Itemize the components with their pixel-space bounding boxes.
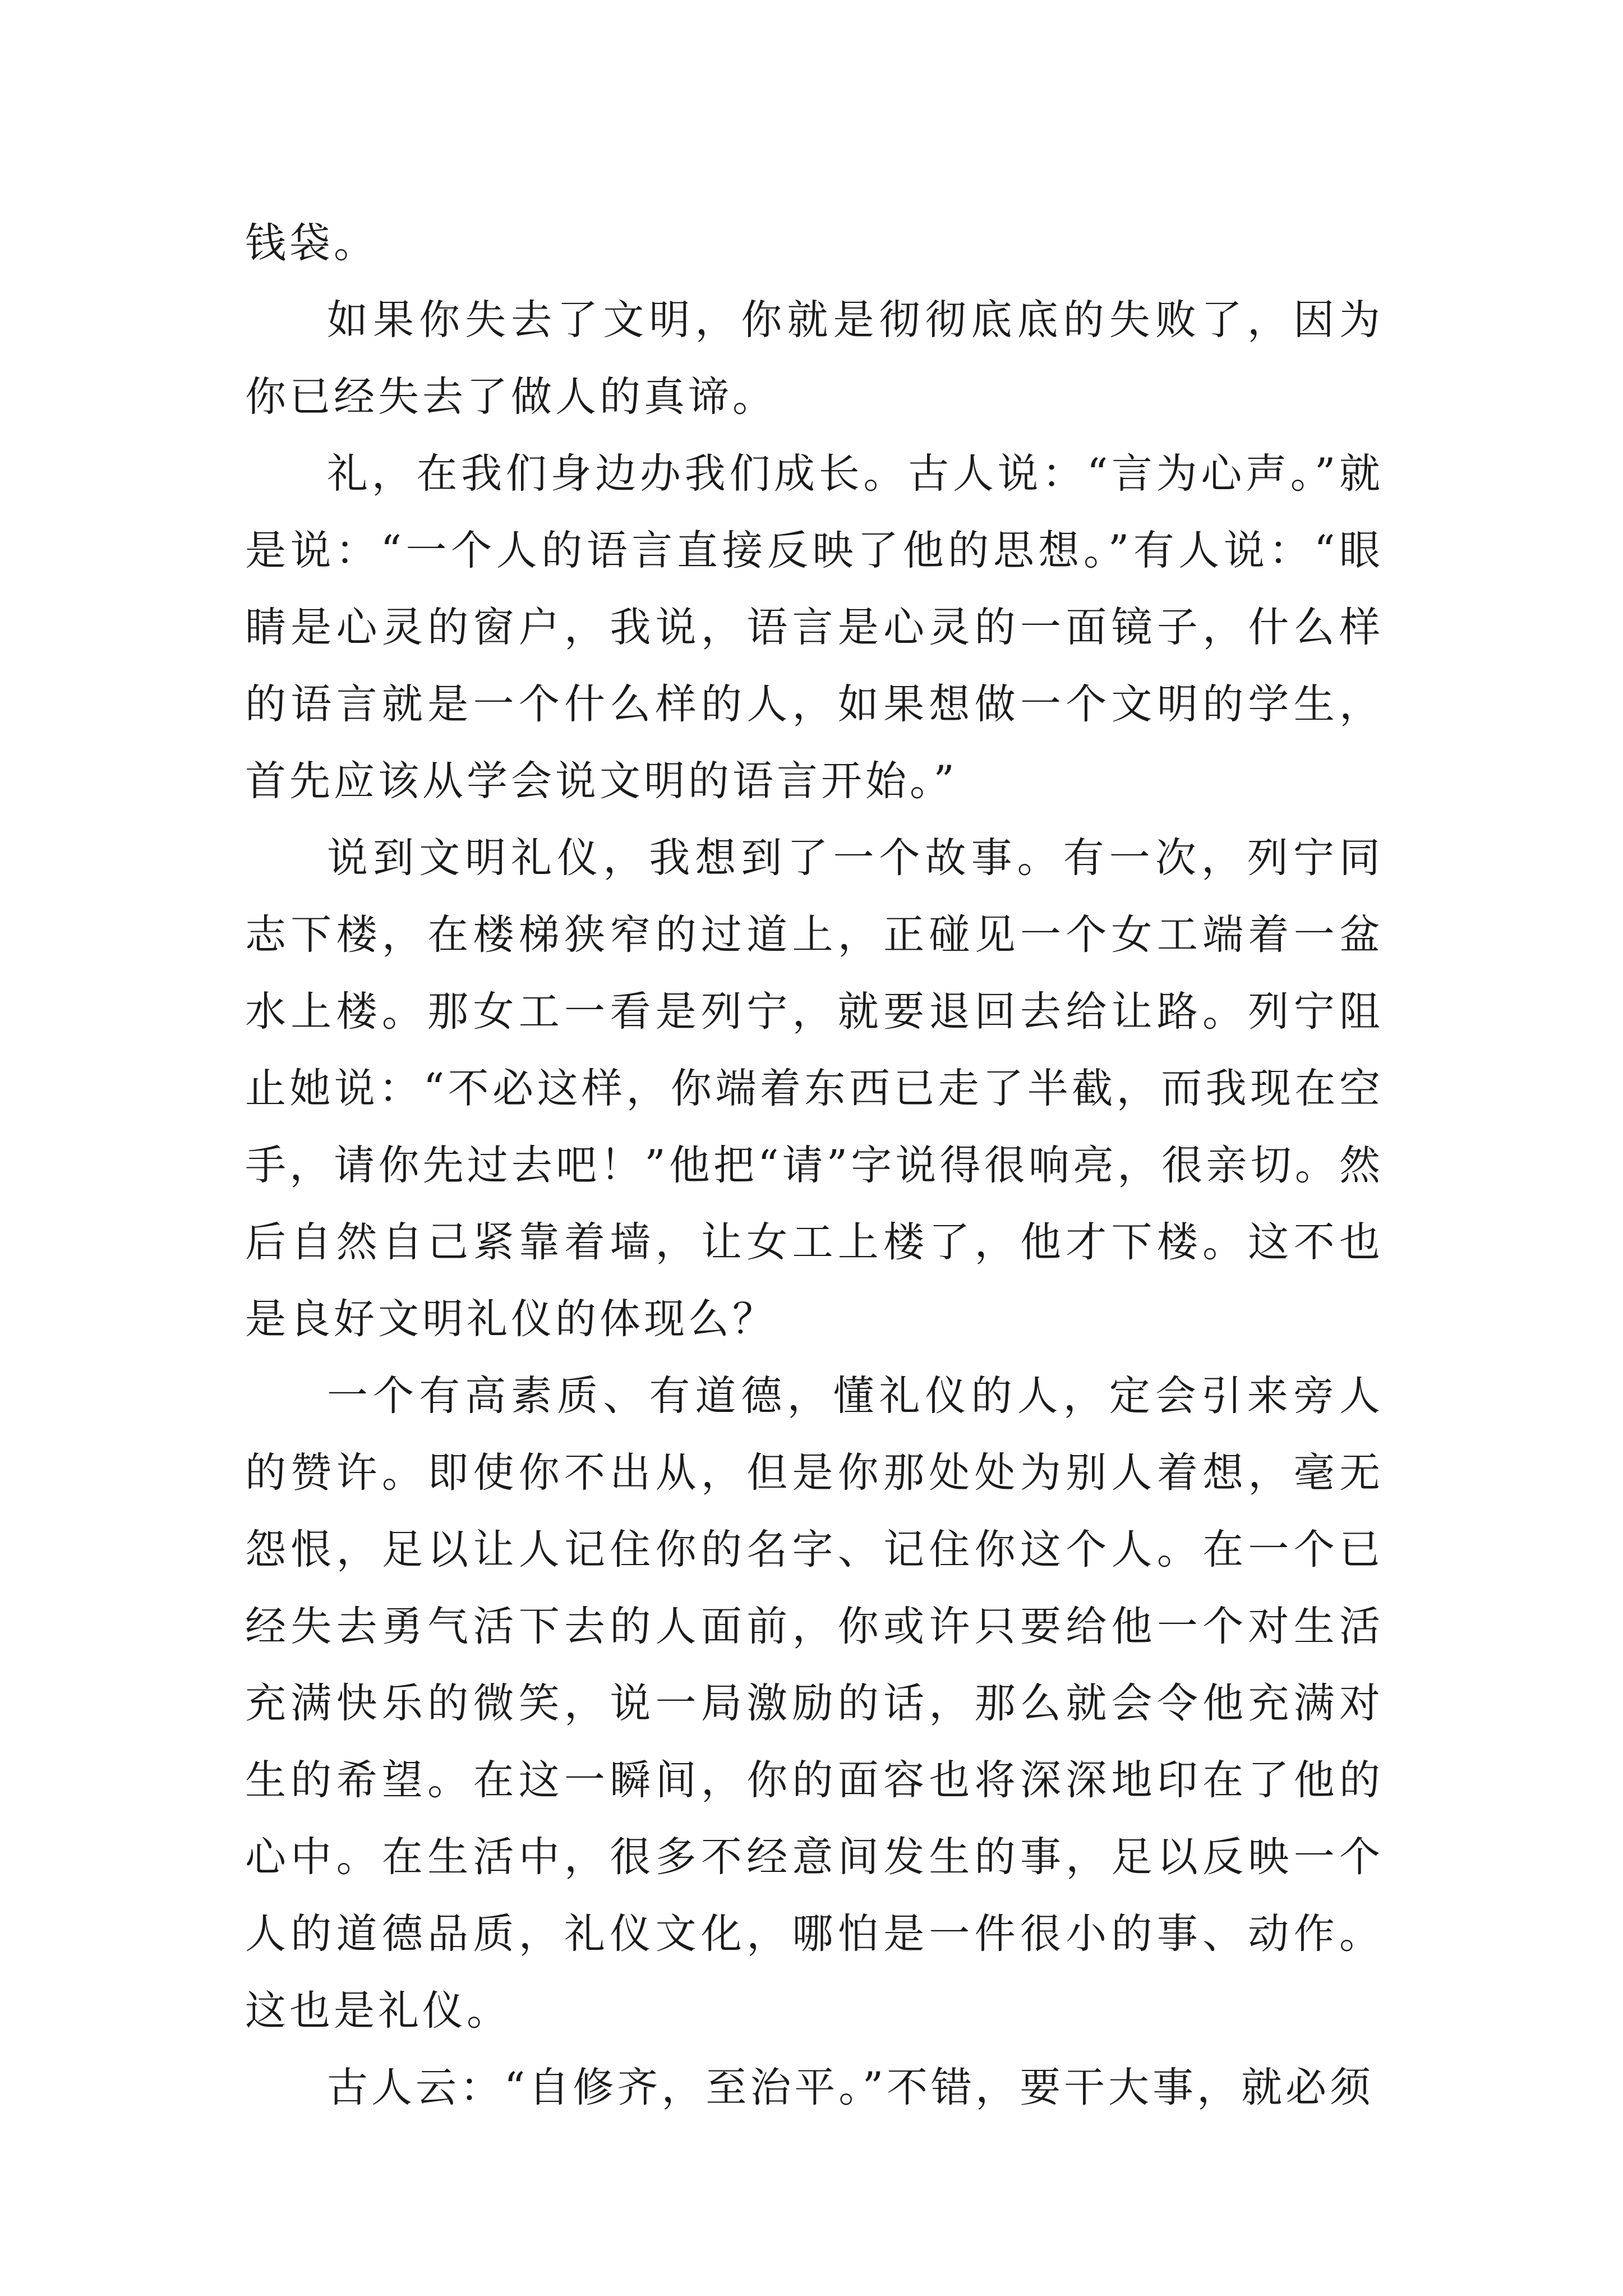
paragraph-5: 一个有高素质、有道德，懂礼仪的人，定会引来旁人的赞许。即使你不出从，但是你那处处为别人着想，毫无怨恨，足以让人记住你的名字、记住你这个人。在一个已经失去勇气活下去的人面前，你或许只要给他一个对生活充满快乐的微笑，说一局激励的话，那么就会令他充满对生的希望。在这一瞬间，你的面容也将深深地印在了他的心中。在生活中，很多不经意间发生的事，足以反映一个人的道德品质，礼仪文化，哪怕是一件很小的事、动作。这也是礼仪。 [245, 1372, 1384, 2035]
paragraph-4: 说到文明礼仪，我想到了一个故事。有一次，列宁同志下楼，在楼梯狭窄的过道上，正碰见一个女工端着一盆水上楼。那女工一看是列宁，就要退回去给让路。列宁阻止她说：“不必这样，你端着东西已走了半截，而我现在空手，请你先过去吧！”他把“请”字说得很响亮，很亲切。然后自然自己紧靠着墙，让女工上楼了，他才下楼。这不也是良好文明礼仪的体现么？ [245, 834, 1384, 1343]
paragraph-6: 古人云：“自修齐，至治平。”不错，要干大事，就必须 [327, 2064, 1375, 2111]
document-body [245, 205, 1384, 2126]
paragraph-3: 礼，在我们身边办我们成长。古人说：“言为心声。”就是说：“一个人的语言直接反映了他的思想。”有人说：“眼睛是心灵的窗户，我说，语言是心灵的一面镜子，什么样的语言就是一个什么样的人，如果想做一个文明的学生，首先应该从学会说文明的语言开始。” [245, 450, 1384, 805]
paragraph-1: 钱袋。 [245, 219, 378, 267]
paragraph-2: 如果你失去了文明，你就是彻彻底底的失败了，因为你已经失去了做人的真谛。 [245, 296, 1384, 421]
